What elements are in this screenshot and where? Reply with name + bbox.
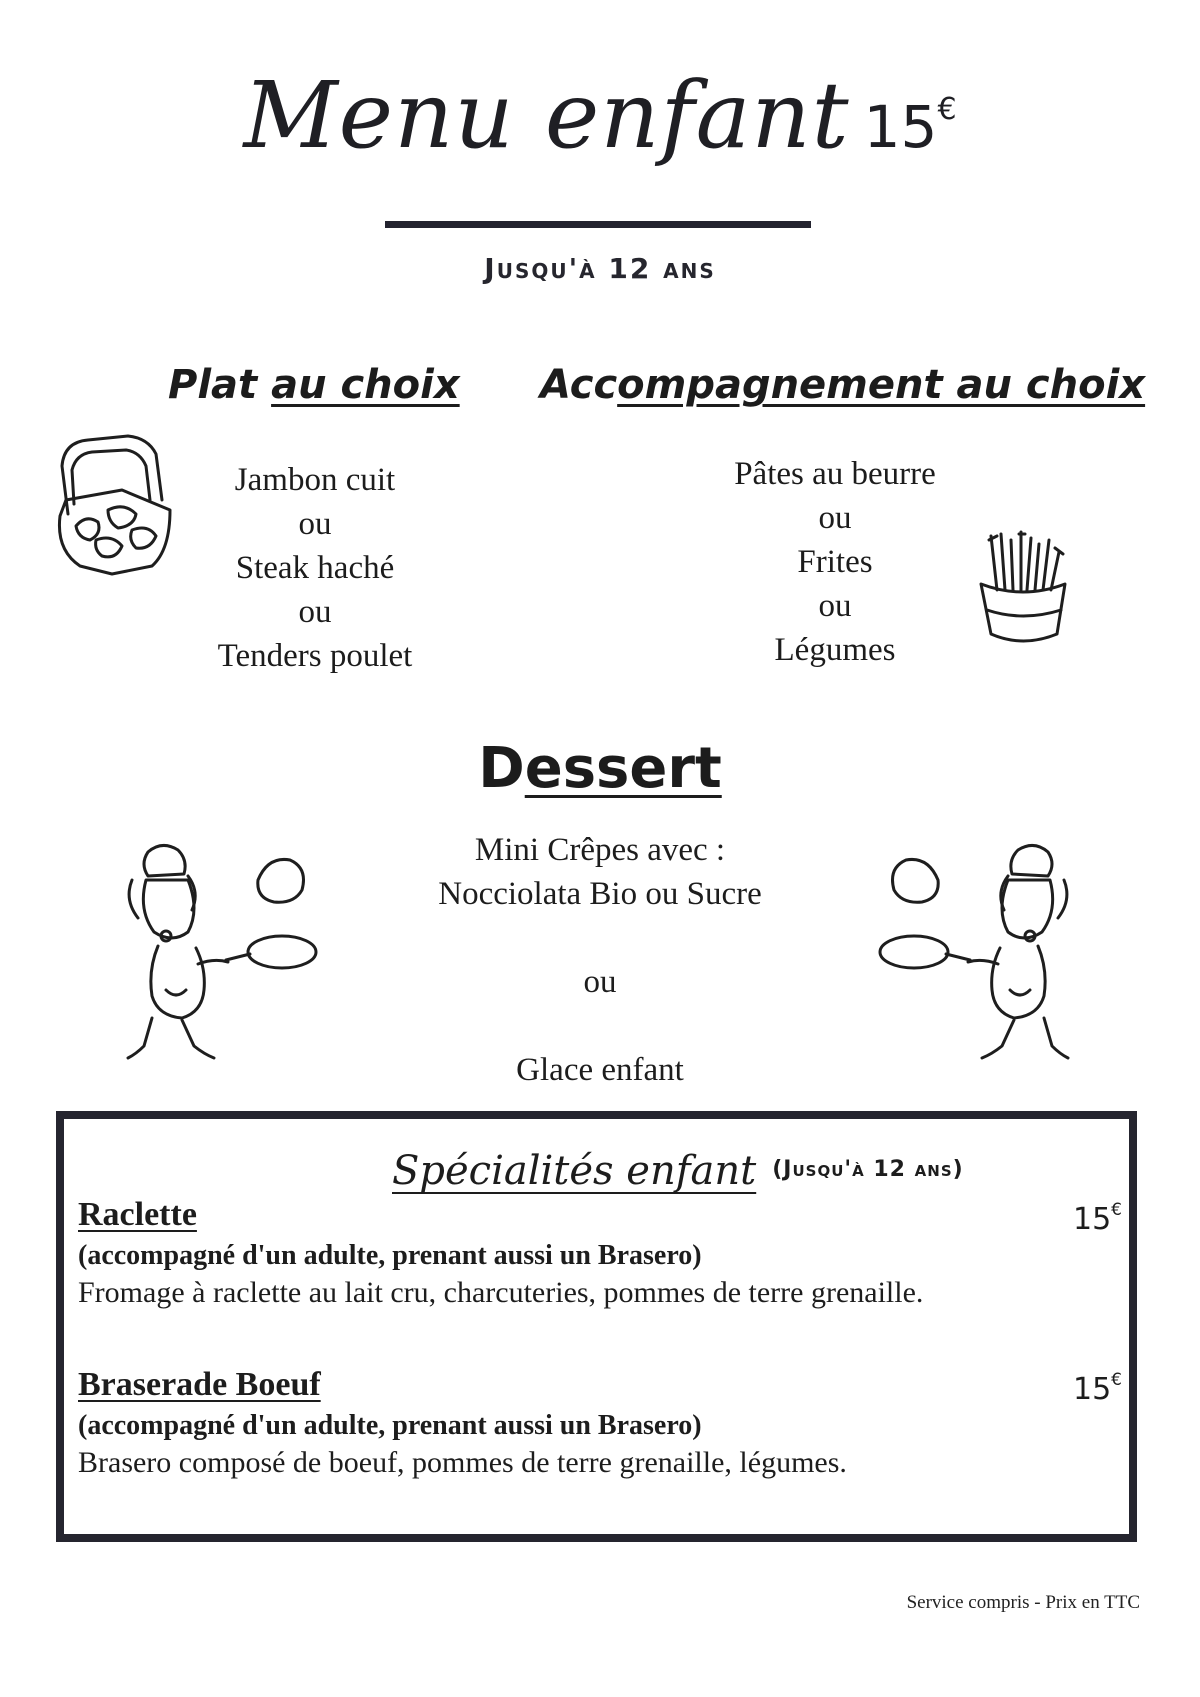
accompagnement-separator: ou (818, 588, 852, 624)
accompagnement-heading: Accompagnement au choix (540, 362, 1146, 408)
page-title (0, 62, 1200, 169)
plat-heading: Plat au choix (168, 362, 460, 408)
dessert-topping-line: Nocciolata Bio ou Sucre (438, 876, 762, 912)
specialite-price: 15€ (1072, 1200, 1122, 1237)
specialite-description: Brasero composé de boeuf, pommes de terre grenaille, légumes. (78, 1446, 847, 1479)
specialite-item-braserade (78, 1366, 1122, 1480)
accompagnement-options (680, 452, 990, 672)
dessert-crepes-line: Mini Crêpes avec : (474, 832, 726, 868)
accompagnement-option: Frites (797, 544, 873, 580)
accompagnement-option: Légumes (774, 632, 896, 668)
specialite-name: Raclette (78, 1196, 197, 1233)
specialite-condition: (accompagné d'un adulte, prenant aussi un Brasero) (78, 1410, 702, 1441)
dessert-heading: Dessert (478, 736, 722, 801)
accompagnement-option: Pâtes au beurre (734, 456, 936, 492)
accompagnement-separator: ou (818, 500, 852, 536)
dessert-separator: ou (583, 964, 617, 1000)
plat-option: Tenders poulet (217, 638, 413, 674)
specialite-price: 15€ (1072, 1370, 1122, 1407)
dessert-options (300, 828, 900, 1092)
title-text: Menu enfant (243, 62, 850, 169)
title-price: 15€ (863, 92, 957, 161)
footer-note: Service compris - Prix en TTC (906, 1592, 1140, 1613)
chef-mouse-left-icon (118, 840, 338, 1070)
specialites-age-note: (Jusqu'à 12 ans) (772, 1157, 964, 1182)
plat-separator: ou (298, 506, 332, 542)
plat-option: Jambon cuit (234, 462, 396, 498)
plat-options (170, 458, 460, 678)
plat-option: Steak haché (235, 550, 395, 586)
specialite-item-raclette (78, 1196, 1122, 1310)
chef-mouse-right-icon (858, 840, 1078, 1070)
specialites-title: Spécialités enfant (392, 1148, 757, 1194)
specialite-description: Fromage à raclette au lait cru, charcuteries, pommes de terre grenaille. (78, 1276, 924, 1309)
specialite-condition: (accompagné d'un adulte, prenant aussi un Brasero) (78, 1240, 702, 1271)
plat-separator: ou (298, 594, 332, 630)
title-divider (385, 221, 811, 228)
lunchbox-icon (52, 430, 178, 578)
dessert-icecream-line: Glace enfant (516, 1052, 684, 1088)
specialites-heading (392, 1148, 964, 1194)
fries-icon (975, 530, 1071, 648)
age-limit-subtitle: Jusqu'à 12 ans (484, 252, 716, 285)
specialite-name: Braserade Boeuf (78, 1366, 321, 1403)
